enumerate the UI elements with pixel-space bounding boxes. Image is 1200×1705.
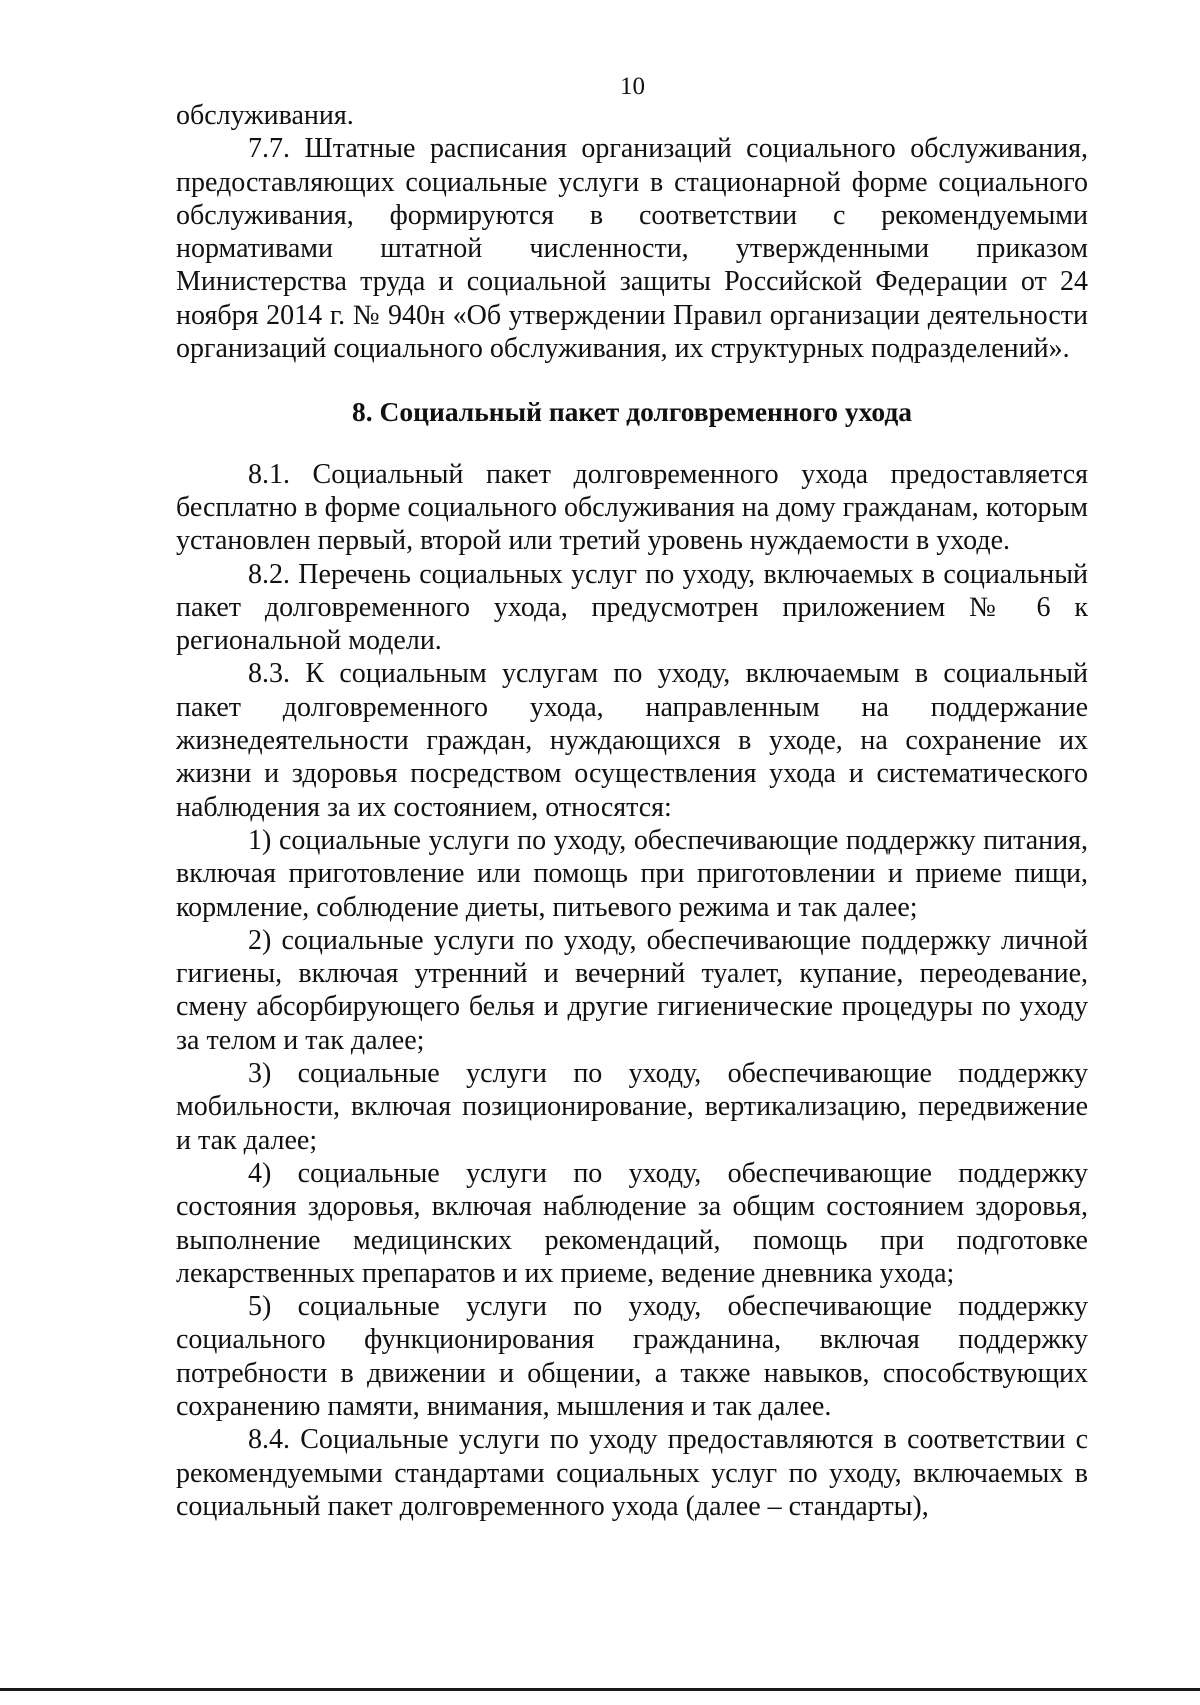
list-item-3: 3) социальные услуги по уходу, обеспечивающие поддержку мобильности, включая позиционирование, вертикализацию, передвижение и так далее; bbox=[176, 1058, 1088, 1156]
list-item-2: 2) социальные услуги по уходу, обеспечивающие поддержку личной гигиены, включая утренний и вечерний туалет, купание, переодевание, смену абсорбирующего белья и другие гигиенические процедуры по уходу за телом и так далее; bbox=[176, 924, 1088, 1056]
page-number: 10 bbox=[620, 73, 645, 100]
list-item-4: 4) социальные услуги по уходу, обеспечивающие поддержку состояния здоровья, включая наблюдение за общим состоянием здоровья, выполнение медицинских рекомендаций, помощь при подготовке лекарственных препаратов и их приеме, ведение дневника ухода; bbox=[176, 1157, 1088, 1289]
document-body bbox=[176, 99, 1088, 1523]
list-item-5: 5) социальные услуги по уходу, обеспечивающие поддержку социального функционирования гражданина, включая поддержку потребности в движении и общении, а также навыков, способствующих сохранению памяти, внимания, мышления и так далее. bbox=[176, 1291, 1088, 1422]
paragraph-8-3: 8.3. К социальным услугам по уходу, включаемым в социальный пакет долговременного ухода, направленным на поддержание жизнедеятельности граждан, нуждающихся в уходе, на сохранение их жизни и здоровья посредством осуществления ухода и систематического наблюдения за их состоянием, относятся: bbox=[176, 658, 1088, 823]
paragraph-7-7: 7.7. Штатные расписания организаций социального обслуживания, предоставляющих социальные услуги в стационарной форме социального обслуживания, формируются в соответствии с рекомендуемыми нормативами штатной численности, утвержденными приказом Министерства труда и социальной защиты Российской Федерации от 24 ноября 2014 г. № 940н «Об утверждении Правил организации деятельности организаций социального обслуживания, их структурных подразделений». bbox=[176, 133, 1088, 365]
paragraph-continuation: обслуживания. bbox=[176, 100, 354, 131]
section-heading: 8. Социальный пакет долговременного ухода bbox=[352, 396, 912, 428]
paragraph-8-2: 8.2. Перечень социальных услуг по уходу, включаемых в социальный пакет долговременного ухода, предусмотрен приложением № 6 к региональной модели. bbox=[176, 558, 1088, 657]
list-item-1: 1) социальные услуги по уходу, обеспечивающие поддержку питания, включая приготовление или помощь при приготовлении и приеме пищи, кормление, соблюдение диеты, питьевого режима и так далее; bbox=[176, 824, 1088, 923]
paragraph-8-1: 8.1. Социальный пакет долговременного ухода предоставляется бесплатно в форме социального обслуживания на дому гражданам, которым установлен первый, второй или третий уровень нуждаемости в уходе. bbox=[176, 458, 1088, 557]
paragraph-8-4: 8.4. Социальные услуги по уходу предоставляются в соответствии с рекомендуемыми стандартами социальных услуг по уходу, включаемых в социальный пакет долговременного ухода (далее – стандарты), bbox=[176, 1424, 1088, 1522]
scan-edge-line bbox=[0, 1688, 1200, 1691]
